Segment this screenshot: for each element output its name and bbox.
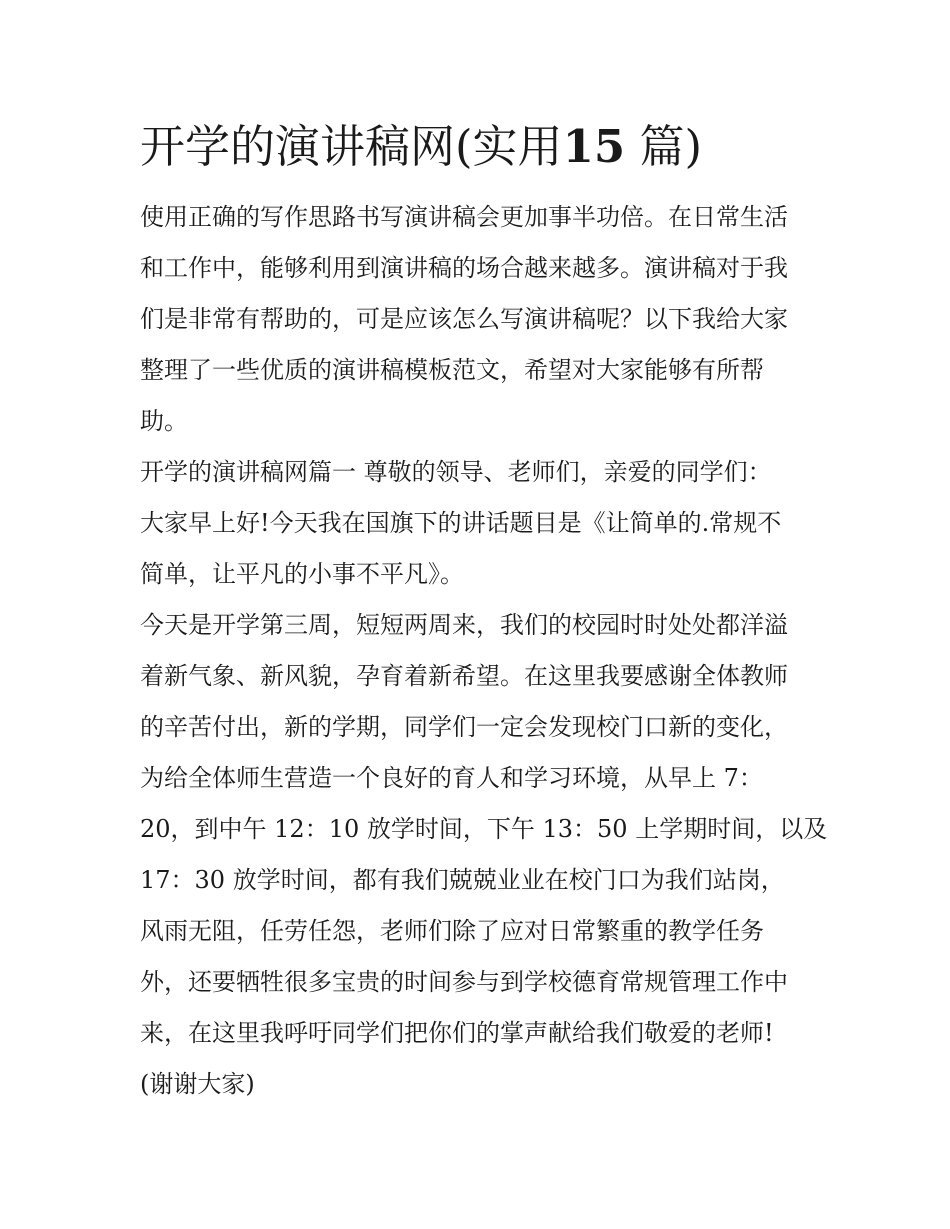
text-line: 们是非常有帮助的，可是应该怎么写演讲稿呢？以下我给大家 [140, 305, 788, 333]
text-line: 简单，让平凡的小事不平凡》。 [140, 560, 464, 588]
text-line: 今天是开学第三周，短短两周来，我们的校园时时处处都洋溢 [140, 611, 788, 639]
text-line: (谢谢大家) [140, 1070, 255, 1098]
text-line: 整理了一些优质的演讲稿模板范文，希望对大家能够有所帮 [140, 356, 764, 384]
title-number: 15 [562, 120, 626, 173]
text-line: 风雨无阻，任劳任怨，老师们除了应对日常繁重的教学任务 [140, 917, 764, 945]
text-line: 使用正确的写作思路书写演讲稿会更加事半功倍。在日常生活 [140, 203, 788, 231]
text-line: 20，到中午 12：10 放学时间，下午 13：50 上学期时间，以及 [140, 815, 828, 843]
title-end: 篇) [639, 120, 703, 173]
text-line: 的辛苦付出，新的学期，同学们一定会发现校门口新的变化， [140, 713, 788, 741]
text-line: 开学的演讲稿网篇一 尊敬的领导、老师们，亲爱的同学们： [140, 458, 772, 486]
page-title [140, 112, 816, 182]
document-page [140, 112, 828, 1110]
text-line: 外，还要牺牲很多宝贵的时间参与到学校德育常规管理工作中 [140, 968, 788, 996]
title-main: 开学的演讲稿网(实用 [140, 120, 563, 173]
text-line: 着新气象、新风貌，孕育着新希望。在这里我要感谢全体教师 [140, 662, 788, 690]
text-line: 来，在这里我呼吁同学们把你们的掌声献给我们敬爱的老师! [140, 1019, 774, 1047]
text-line: 17：30 放学时间，都有我们兢兢业业在校门口为我们站岗， [140, 866, 785, 894]
text-line: 和工作中，能够利用到演讲稿的场合越来越多。演讲稿对于我 [140, 254, 788, 282]
text-line: 为给全体师生营造一个良好的育人和学习环境，从早上 7： [140, 764, 763, 792]
document-body [140, 192, 828, 1110]
text-line: 大家早上好!今天我在国旗下的讲话题目是《让简单的.常规不 [140, 509, 782, 537]
text-line: 助。 [140, 407, 188, 435]
